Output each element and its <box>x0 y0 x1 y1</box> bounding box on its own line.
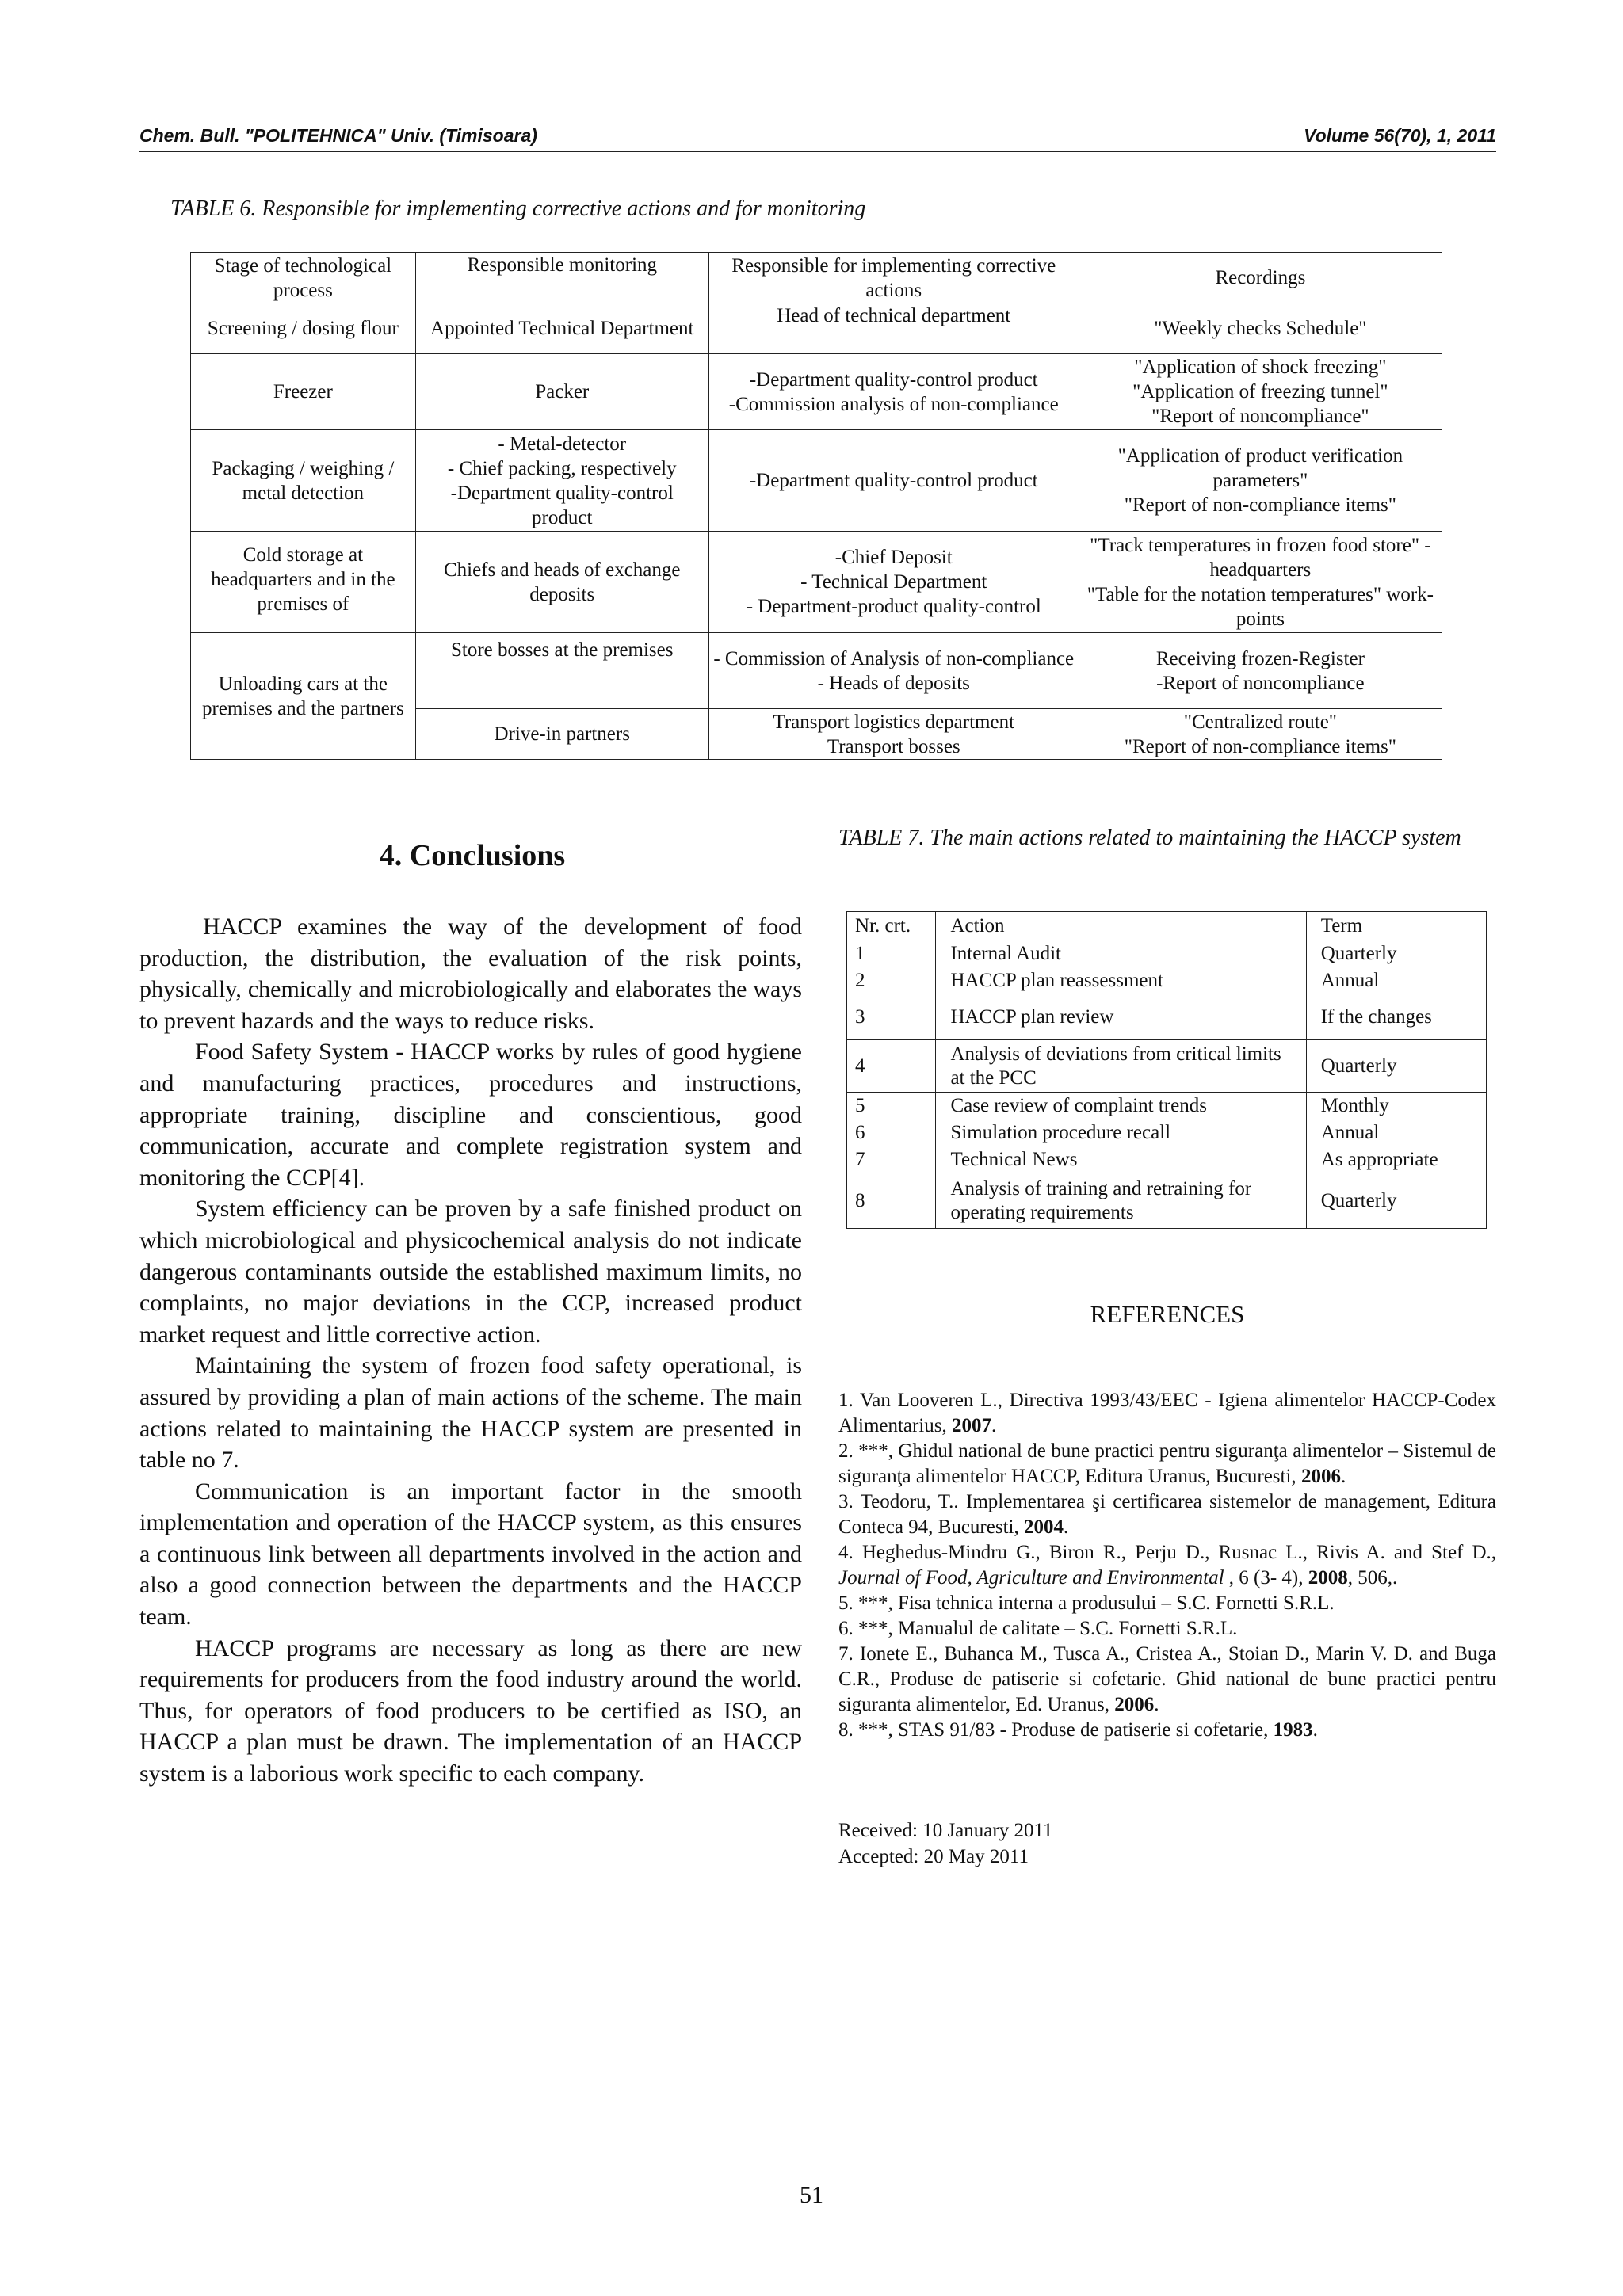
table-cell: Freezer <box>191 354 416 430</box>
article-dates <box>838 1817 1053 1870</box>
volume-info: Volume 56(70), 1, 2011 <box>1304 125 1496 146</box>
table-cell: Internal Audit <box>936 940 1306 967</box>
table-header-cell: Action <box>936 912 1306 940</box>
table-cell: Quarterly <box>1306 1173 1486 1229</box>
table-cell: - Metal-detector - Chief packing, respectively -Department quality-control product <box>415 430 708 532</box>
table-cell: Annual <box>1306 1119 1486 1146</box>
table-row <box>191 532 1442 633</box>
table-cell: Head of technical department <box>708 303 1079 354</box>
table-cell: Quarterly <box>1306 940 1486 967</box>
table-cell: "Application of product verification parameters" "Report of non-compliance items" <box>1079 430 1442 532</box>
reference-item: 5. ***, Fisa tehnica interna a produsului – S.C. Fornetti S.R.L. <box>838 1592 1335 1614</box>
table-header-row <box>191 253 1442 303</box>
table-cell: Screening / dosing flour <box>191 303 416 354</box>
table-cell: Receiving frozen-Register -Report of noncompliance <box>1079 633 1442 709</box>
paragraph: Food Safety System - HACCP works by rules of good hygiene and manufacturing practices, procedures and instructions, appropriate training, discipline and conscientious, good communication, accurate and complete registration system and monitoring the CCP[4]. <box>139 1039 802 1191</box>
reference-item: 1. Van Looveren L., Directiva 1993/43/EEC - Igiena alimentelor HACCP-Codex Alimentarius, 2007. <box>838 1390 1496 1436</box>
table-row <box>191 633 1442 709</box>
table-cell: 1 <box>847 940 936 967</box>
table-cell: Case review of complaint trends <box>936 1093 1306 1119</box>
table-cell: Packer <box>415 354 708 430</box>
table-cell: 8 <box>847 1173 936 1229</box>
table-row <box>847 940 1487 967</box>
page-number: 51 <box>800 2182 823 2208</box>
table-cell: -Department quality-control product <box>708 430 1079 532</box>
table-header-cell: Responsible for implementing corrective actions <box>708 253 1079 303</box>
table-cell: Simulation procedure recall <box>936 1119 1306 1146</box>
table-cell: Quarterly <box>1306 1040 1486 1093</box>
table-cell: "Weekly checks Schedule" <box>1079 303 1442 354</box>
table-row <box>191 354 1442 430</box>
reference-item: 8. ***, STAS 91/83 - Produse de patiserie si cofetarie, 1983. <box>838 1719 1318 1741</box>
table-header-cell: Stage of technological process <box>191 253 416 303</box>
table-cell: HACCP plan review <box>936 994 1306 1040</box>
table-row <box>847 967 1487 994</box>
section-title: 4. Conclusions <box>379 839 566 872</box>
table-cell: Analysis of deviations from critical limits at the PCC <box>936 1040 1306 1093</box>
table-cell: Analysis of training and retraining for operating requirements <box>936 1173 1306 1229</box>
table-cell: Monthly <box>1306 1093 1486 1119</box>
table-row <box>847 1146 1487 1173</box>
table-cell: 3 <box>847 994 936 1040</box>
table-cell: Transport logistics department Transport bosses <box>708 709 1079 760</box>
paragraph: HACCP examines the way of the development of food production, the distribution, the evaluation of the risk points, physically, chemically and microbiologically and elaborates the ways to prevent hazards and the ways to reduce risks. <box>139 913 802 1034</box>
table-cell: - Commission of Analysis of non-compliance - Heads of deposits <box>708 633 1079 709</box>
table-row <box>847 994 1487 1040</box>
references-list <box>838 1388 1496 1743</box>
table-header-cell: Nr. crt. <box>847 912 936 940</box>
table-cell: Drive-in partners <box>415 709 708 760</box>
running-header <box>139 124 1496 152</box>
table-cell: "Application of shock freezing" "Application of freezing tunnel" "Report of noncompliance" <box>1079 354 1442 430</box>
table7 <box>846 911 1487 1229</box>
table7-caption: TABLE 7. The main actions related to maintaining the HACCP system <box>838 826 1461 850</box>
table-cell: 4 <box>847 1040 936 1093</box>
table-row <box>191 430 1442 532</box>
table-row <box>847 1093 1487 1119</box>
table-cell: Technical News <box>936 1146 1306 1173</box>
table-cell: Store bosses at the premises <box>415 633 708 709</box>
received-date: Received: 10 January 2011 <box>838 1820 1053 1841</box>
paragraph: HACCP programs are necessary as long as there are new requirements for producers from the food industry around the world. Thus, for operators of food producers to be certified as ISO, an HACCP a plan must be drawn. The implementation of an HACCP system is a laborious work specific to each company. <box>139 1634 802 1787</box>
table-header-cell: Recordings <box>1079 253 1442 303</box>
table-header-cell: Term <box>1306 912 1486 940</box>
table-cell: As appropriate <box>1306 1146 1486 1173</box>
paragraph: Maintaining the system of frozen food safety operational, is assured by providing a plan of main actions of the scheme. The main actions related to maintaining the HACCP system are presented in table no 7. <box>139 1352 802 1474</box>
table-header-cell: Responsible monitoring <box>415 253 708 303</box>
table6 <box>190 252 1442 760</box>
references-title: REFERENCES <box>1090 1300 1245 1328</box>
accepted-date: Accepted: 20 May 2011 <box>838 1846 1029 1867</box>
table-cell: 6 <box>847 1119 936 1146</box>
paragraph: Communication is an important factor in the smooth implementation and operation of the HACCP system, as this ensures a continuous link between all departments involved in the action and also a good connection between the departments and the HACCP team. <box>139 1478 802 1630</box>
reference-item: 6. ***, Manualul de calitate – S.C. Fornetti S.R.L. <box>838 1618 1238 1639</box>
table-cell: Unloading cars at the premises and the partners <box>191 633 416 760</box>
table-header-row <box>847 912 1487 940</box>
table-cell: "Track temperatures in frozen food store" - headquarters "Table for the notation temperatures" work-points <box>1079 532 1442 633</box>
table6-caption: TABLE 6. Responsible for implementing corrective actions and for monitoring <box>170 196 866 221</box>
reference-item: 7. Ionete E., Buhanca M., Tusca A., Cristea A., Stoian D., Marin V. D. and Buga C.R., Produse de patiserie si cofetarie. Ghid national de bune practici pentru siguranta alimentelor, Ed. Uranus, 2006. <box>838 1643 1496 1715</box>
table-cell: Appointed Technical Department <box>415 303 708 354</box>
table-cell: 7 <box>847 1146 936 1173</box>
table-cell: If the changes <box>1306 994 1486 1040</box>
table-row <box>847 1119 1487 1146</box>
conclusions-body <box>139 911 802 1790</box>
table-row <box>191 303 1442 354</box>
table-cell: 5 <box>847 1093 936 1119</box>
table-cell: Annual <box>1306 967 1486 994</box>
table-cell: Cold storage at headquarters and in the premises of <box>191 532 416 633</box>
journal-name: Chem. Bull. "POLITEHNICA" Univ. (Timisoara) <box>139 125 537 146</box>
table-cell: Chiefs and heads of exchange deposits <box>415 532 708 633</box>
table-row <box>847 1173 1487 1229</box>
reference-item: 2. ***, Ghidul national de bune practici pentru siguranţa alimentelor – Sistemul de siguranţa alimentelor HACCP, Editura Uranus, Bucuresti, 2006. <box>838 1440 1496 1487</box>
paragraph: System efficiency can be proven by a safe finished product on which microbiological and physicochemical analysis do not indicate dangerous contaminants outside the established maximum limits, no complaints, no major deviations in the CCP, increased product market request and little corrective action. <box>139 1196 802 1348</box>
table-cell: "Centralized route" "Report of non-compliance items" <box>1079 709 1442 760</box>
table-cell: -Department quality-control product -Commission analysis of non-compliance <box>708 354 1079 430</box>
table-cell: Packaging / weighing / metal detection <box>191 430 416 532</box>
table-cell: HACCP plan reassessment <box>936 967 1306 994</box>
table-cell: 2 <box>847 967 936 994</box>
reference-item: 4. Heghedus-Mindru G., Biron R., Perju D., Rusnac L., Rivis A. and Stef D., Journal of Food, Agriculture and Environmental , 6 (3- 4), 2008, 506,. <box>838 1542 1496 1589</box>
table-row <box>847 1040 1487 1093</box>
reference-item: 3. Teodoru, T.. Implementarea şi certificarea sistemelor de management, Editura Conteca 94, Bucuresti, 2004. <box>838 1491 1496 1538</box>
table-cell: -Chief Deposit - Technical Department - Department-product quality-control <box>708 532 1079 633</box>
